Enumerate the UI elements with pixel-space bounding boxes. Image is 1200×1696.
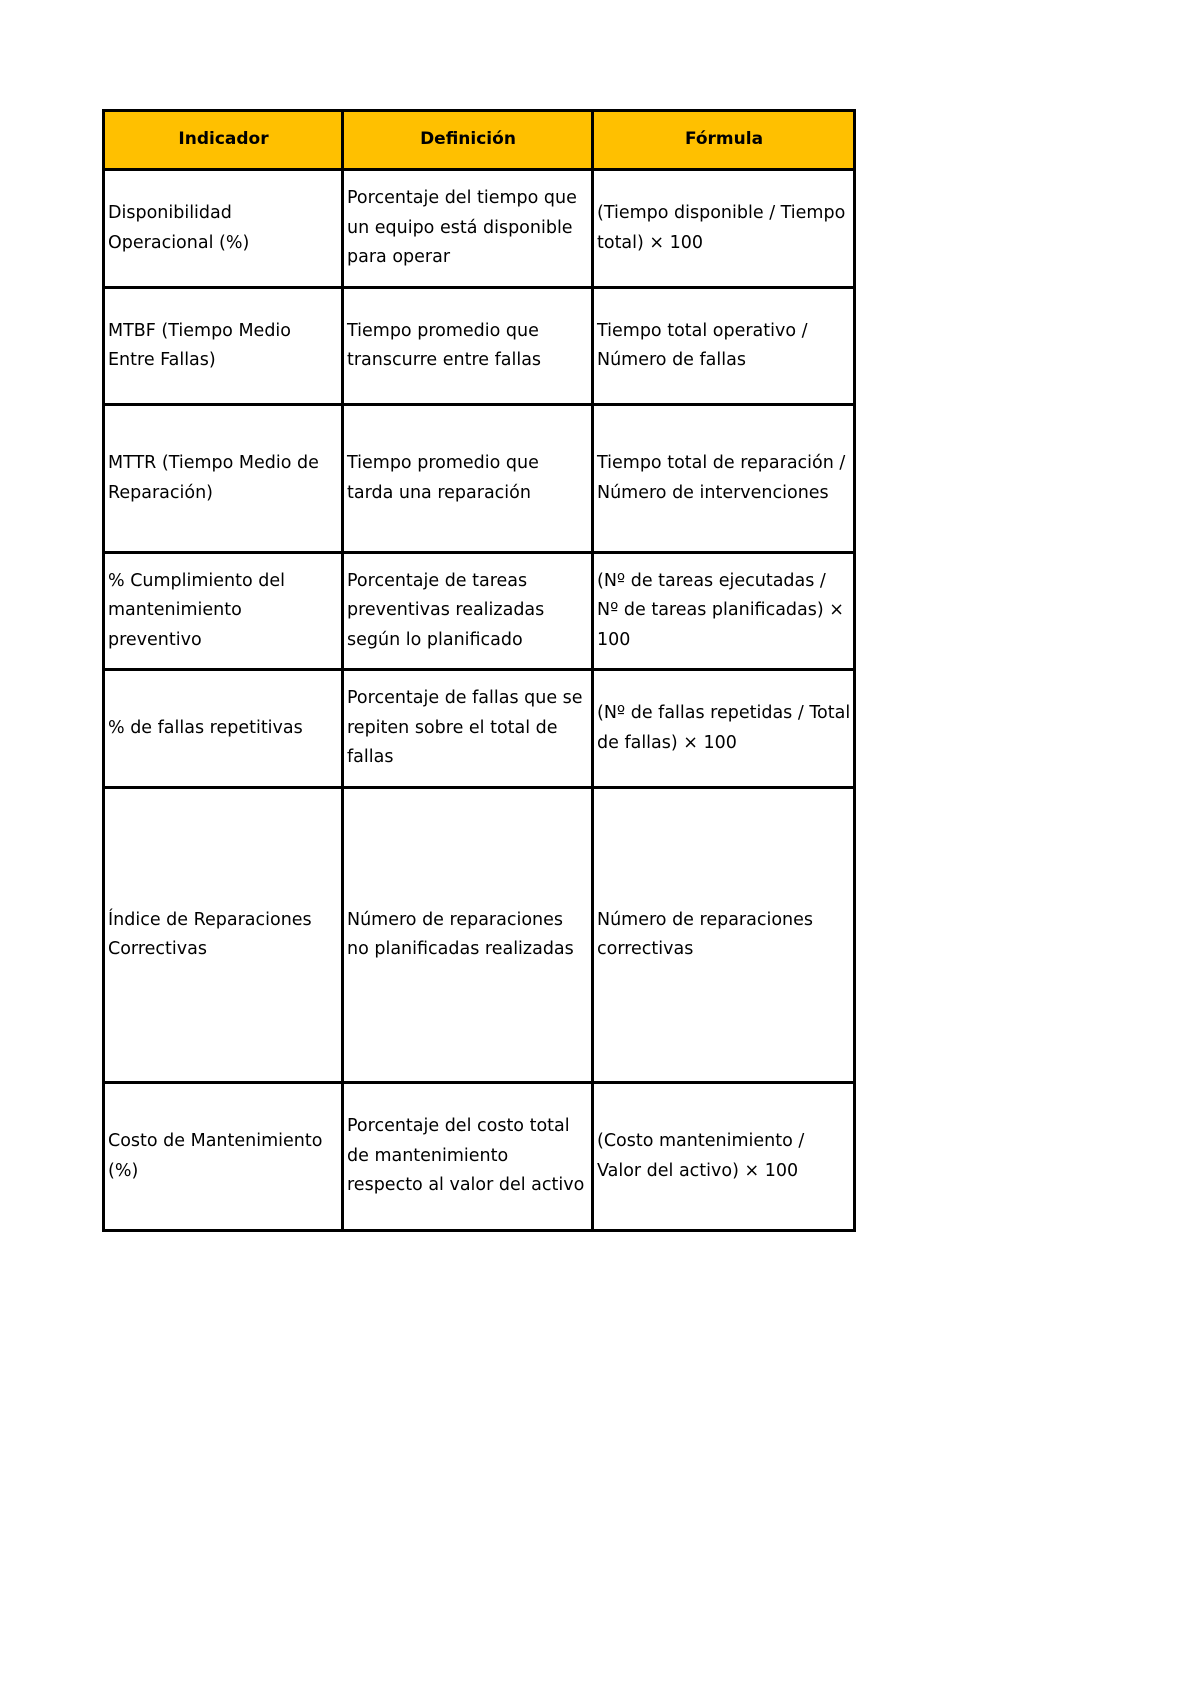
cell-indicador: Costo de Mantenimiento (%): [104, 1083, 343, 1231]
cell-definicion: Porcentaje de tareas preventivas realizadas según lo planificado: [343, 553, 593, 670]
kpi-table: [102, 109, 856, 1232]
table-row: [104, 1083, 855, 1231]
table-row: [104, 405, 855, 553]
table-row: [104, 788, 855, 1083]
cell-indicador: MTBF (Tiempo Medio Entre Fallas): [104, 288, 343, 405]
cell-indicador: % Cumplimiento del mantenimiento preventivo: [104, 553, 343, 670]
cell-formula: (Costo mantenimiento / Valor del activo) × 100: [593, 1083, 855, 1231]
table-header-row: [104, 111, 855, 170]
table-row: [104, 288, 855, 405]
cell-definicion: Porcentaje del costo total de mantenimiento respecto al valor del activo: [343, 1083, 593, 1231]
table-row: [104, 670, 855, 788]
cell-formula: Tiempo total de reparación / Número de intervenciones: [593, 405, 855, 553]
table-row: [104, 170, 855, 288]
cell-indicador: % de fallas repetitivas: [104, 670, 343, 788]
header-definicion: Definición: [343, 111, 593, 170]
cell-definicion: Porcentaje de fallas que se repiten sobre el total de fallas: [343, 670, 593, 788]
cell-definicion: Tiempo promedio que tarda una reparación: [343, 405, 593, 553]
cell-formula: Tiempo total operativo / Número de fallas: [593, 288, 855, 405]
header-indicador: Indicador: [104, 111, 343, 170]
cell-formula: (Tiempo disponible / Tiempo total) × 100: [593, 170, 855, 288]
cell-definicion: Tiempo promedio que transcurre entre fallas: [343, 288, 593, 405]
cell-definicion: Porcentaje del tiempo que un equipo está disponible para operar: [343, 170, 593, 288]
cell-indicador: Índice de Reparaciones Correctivas: [104, 788, 343, 1083]
header-formula: Fórmula: [593, 111, 855, 170]
cell-formula: Número de reparaciones correctivas: [593, 788, 855, 1083]
cell-indicador: Disponibilidad Operacional (%): [104, 170, 343, 288]
table-row: [104, 553, 855, 670]
cell-formula: (Nº de tareas ejecutadas / Nº de tareas planificadas) × 100: [593, 553, 855, 670]
cell-definicion: Número de reparaciones no planificadas realizadas: [343, 788, 593, 1083]
cell-indicador: MTTR (Tiempo Medio de Reparación): [104, 405, 343, 553]
cell-formula: (Nº de fallas repetidas / Total de fallas) × 100: [593, 670, 855, 788]
